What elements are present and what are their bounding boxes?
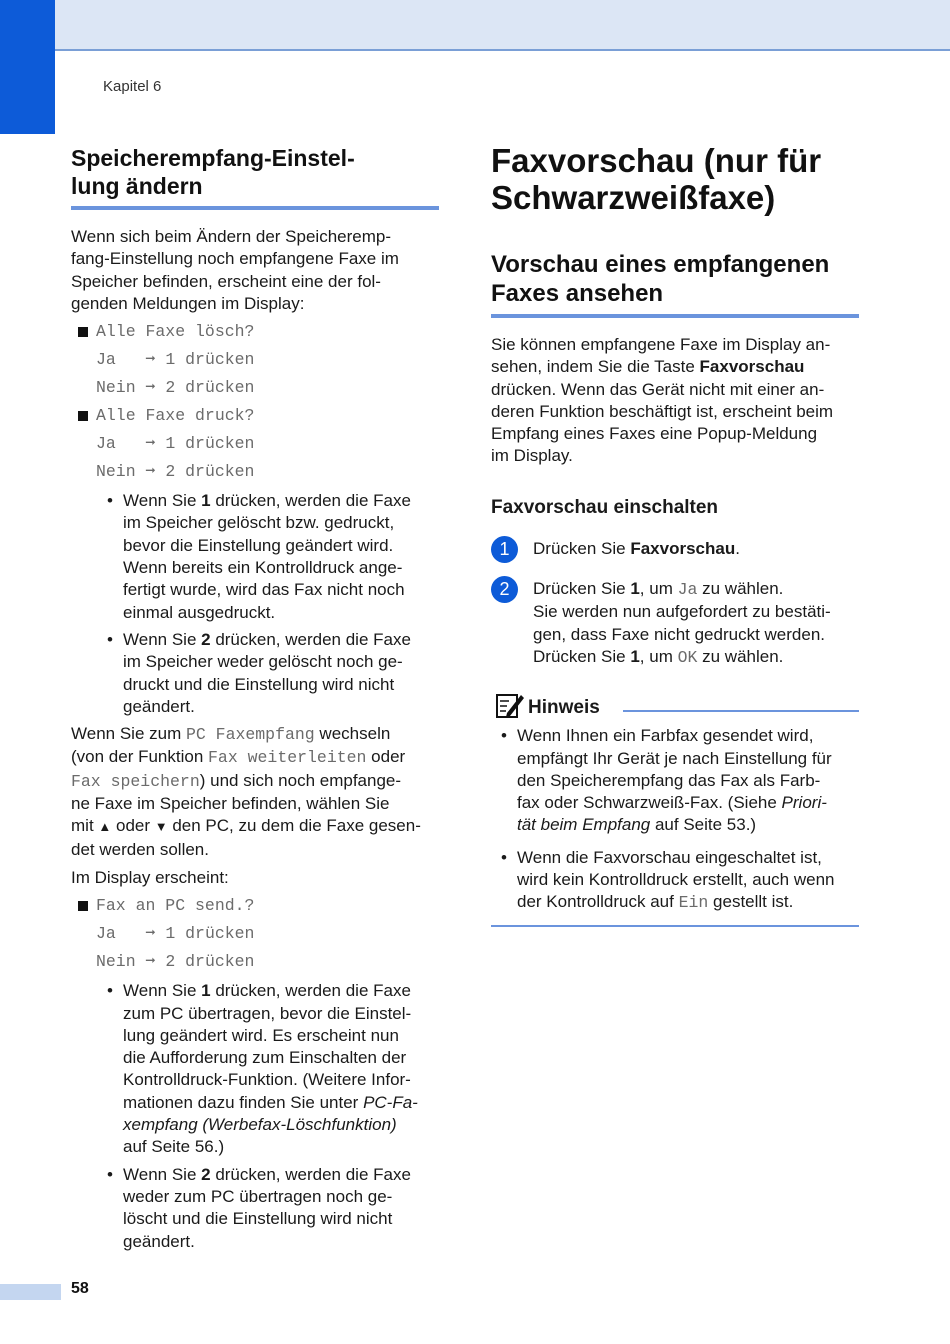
left-column [71, 140, 439, 1258]
intro-paragraph: Wenn sich beim Ändern der Speicheremp- fang-Einstellung noch empfangene Faxe im Speicher befinden, erscheint eine der fol- genden Meldungen im Display: [71, 227, 399, 313]
body-paragraph: Im Display erscheint: [71, 867, 229, 887]
right-column [491, 140, 859, 927]
page-number-bar [0, 1284, 61, 1300]
note-header [491, 691, 859, 723]
step-2: 2 Drücken Sie 1, um Ja zu wählen. Sie werden nun aufgefordert zu bestäti- gen, dass Faxe nicht gedruckt werden. Drücken Sie 1, um OK zu wählen. [491, 578, 859, 669]
square-bullet-icon [78, 411, 88, 421]
section-heading: Vorschau eines empfangenen Faxes ansehen [491, 251, 830, 307]
intro-paragraph: Sie können empfangene Faxe im Display an- sehen, indem Sie die Taste Faxvorschau drücken. Wenn das Gerät nicht mit einer an- deren Funktion beschäftigt ist, erscheint beim Empfang eines Faxes eine Popup-Meldung im Display. [491, 335, 834, 466]
display-option-yes: Ja ➞ 1 drücken [96, 434, 255, 454]
page-number: 58 [71, 1280, 89, 1297]
down-arrow-icon: ▼ [154, 819, 168, 835]
bullet-list [71, 980, 439, 1253]
bullet-list [71, 490, 439, 718]
page-title: Faxvorschau (nur für Schwarzweißfaxe) [491, 142, 822, 216]
subheading: Faxvorschau einschalten [491, 496, 719, 518]
note-rule [623, 710, 859, 712]
square-bullet-icon [78, 327, 88, 337]
section-heading: Speicherempfang-Einstel- lung ändern [71, 145, 355, 199]
list-item: • Wenn Sie 2 drücken, werden die Faxe weder zum PC übertragen noch ge- löscht und die Einstellung wird nicht geändert. [107, 1164, 411, 1251]
list-item: • Wenn Sie 2 drücken, werden die Faxe im Speicher weder gelöscht noch ge- druckt und die Einstellung wird nicht geändert. [107, 629, 411, 716]
list-item: • Wenn Sie 1 drücken, werden die Faxe im Speicher gelöscht bzw. gedruckt, bevor die Einstellung geändert wird. Wenn bereits ein Kontrolldruck ange- fertigt wurde, wird das Fax nicht noch einmal ausgedruckt. [107, 491, 411, 622]
note-pencil-icon [495, 691, 525, 719]
note-end-rule [491, 925, 859, 927]
display-message: Fax an PC send.? [71, 892, 439, 920]
up-arrow-icon: ▲ [98, 819, 112, 835]
step-number-icon: 2 [491, 576, 518, 603]
square-bullet-icon [78, 901, 88, 911]
step-number-icon: 1 [491, 536, 518, 563]
display-option-yes: Ja ➞ 1 drücken [96, 350, 255, 370]
display-message: Alle Faxe lösch? [71, 318, 439, 346]
display-option-no: Nein ➞ 2 drücken [96, 462, 255, 482]
display-option-no: Nein ➞ 2 drücken [96, 378, 255, 398]
note-title: Hinweis [528, 697, 600, 719]
list-item: • Wenn Sie 1 drücken, werden die Faxe zum PC übertragen, bevor die Einstel- lung geändert wird. Es erscheint nun die Aufforderung zum Einschalten der Kontrolldruck-Funktion. (Weitere Infor- mationen dazu finden Sie unter PC-Fa- xempfang (Werbefax-Löschfunktion) auf Seite 56.) [107, 981, 418, 1157]
display-option-no: Nein ➞ 2 drücken [96, 952, 255, 972]
chapter-label: Kapitel 6 [103, 78, 162, 95]
body-paragraph: Wenn Sie zum PC Faxempfang wechseln (von der Funktion Fax weiterleiten oder Fax speichern) und sich noch empfange- ne Faxe im Speicher befinden, wählen Sie mit ▲ oder ▼ den PC, zu dem die Faxe gesen- det werden sollen. [71, 724, 421, 859]
list-item: • Wenn die Faxvorschau eingeschaltet ist, wird kein Kontrolldruck erstellt, auch wenn der Kontrolldruck auf Ein gestellt ist. [501, 847, 835, 913]
header-band [0, 0, 950, 51]
note-list [491, 725, 859, 914]
display-option-yes: Ja ➞ 1 drücken [96, 924, 255, 944]
step-1: 1 Drücken Sie Faxvorschau. [491, 538, 859, 560]
chapter-tab [0, 0, 55, 134]
list-item: • Wenn Ihnen ein Farbfax gesendet wird, empfängt Ihr Gerät je nach Einstellung für den Speicherempfang das Fax als Farb- fax oder Schwarzweiß-Fax. (Siehe Priori- tät beim Empfang auf Seite 53.) [501, 726, 832, 835]
display-message: Alle Faxe druck? [71, 402, 439, 430]
